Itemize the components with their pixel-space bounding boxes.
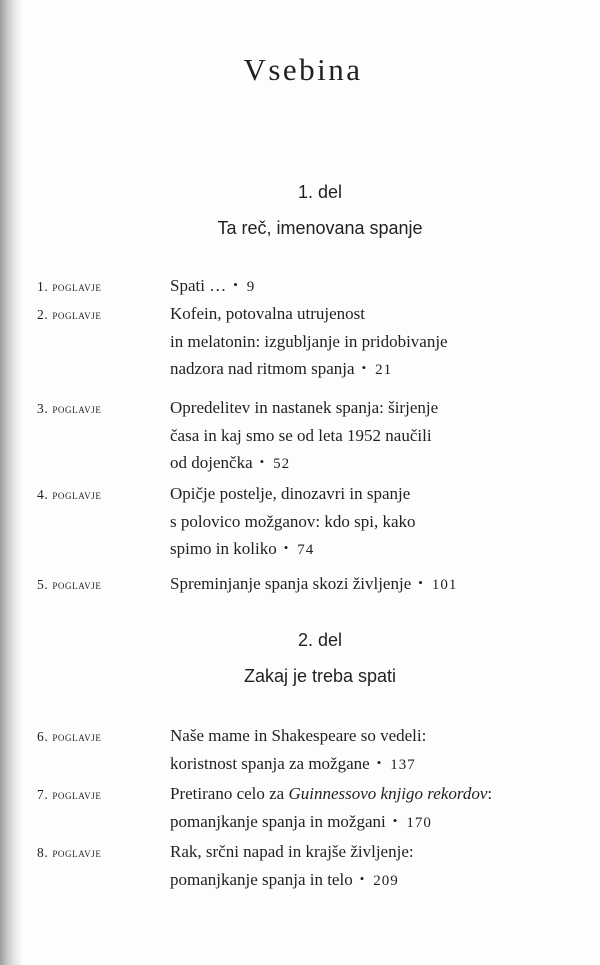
chapter-title: Naše mame in Shakespeare so vedeli: koristnost spanja za možgane • 137 xyxy=(170,726,427,773)
chapter-title: Pretirano celo za Guinnessovo knjigo rekordov: pomanjkanje spanja in možgani • 170 xyxy=(170,784,493,831)
bullet-separator: • xyxy=(259,454,265,469)
page-number: 209 xyxy=(373,872,399,889)
chapter-label: 3. poglavje xyxy=(37,401,102,416)
bullet-separator: • xyxy=(283,540,289,555)
part-number: 2. del xyxy=(297,630,343,650)
page-number: 9 xyxy=(246,279,256,295)
bullet-separator: • xyxy=(233,277,238,292)
chapter-label: 6. poglavje xyxy=(37,729,102,744)
part-name: Zakaj je treba spati xyxy=(243,666,397,686)
part-number: 1. del xyxy=(297,182,343,202)
part-heading-1 xyxy=(0,180,600,240)
page-number: 137 xyxy=(390,756,416,773)
page-number: 170 xyxy=(406,814,432,831)
book-title-italic: Guinnessovo knjigo rekordov xyxy=(288,784,488,803)
chapter-title: Opredelitev in nastanek spanja: širjenje časa in kaj smo se od leta 1952 naučili od dojenčka • 52 xyxy=(170,398,439,472)
page-title: Vsebina xyxy=(243,52,363,87)
chapter-title: Rak, srčni napad in krajše življenje: pomanjkanje spanja in telo • 209 xyxy=(170,842,414,889)
bullet-separator: • xyxy=(376,754,382,770)
chapter-label: 2. poglavje xyxy=(37,307,102,322)
book-spine-shadow xyxy=(0,0,22,965)
chapter-label: 7. poglavje xyxy=(37,787,102,802)
part-heading-2 xyxy=(0,628,600,688)
page-number: 52 xyxy=(273,456,291,472)
bullet-separator: • xyxy=(359,870,365,886)
chapter-title: Opičje postelje, dinozavri in spanje s polovico možganov: kdo spi, kako spimo in koliko • 74 xyxy=(170,484,416,558)
chapter-label: 1. poglavje xyxy=(37,279,102,294)
bullet-separator: • xyxy=(418,575,423,590)
page-number: 74 xyxy=(297,542,315,558)
chapter-label: 5. poglavje xyxy=(37,577,102,592)
part-name: Ta reč, imenovana spanje xyxy=(217,218,423,238)
page-number: 101 xyxy=(431,577,458,593)
bullet-separator: • xyxy=(361,360,367,375)
page-number: 21 xyxy=(375,362,393,378)
bullet-separator: • xyxy=(392,812,398,828)
chapter-label: 4. poglavje xyxy=(37,487,102,502)
chapter-label: 8. poglavje xyxy=(37,845,102,860)
chapter-title: Spreminjanje spanja skozi življenje • 101 xyxy=(170,574,458,593)
chapter-title: Spati … • 9 xyxy=(170,276,256,295)
chapter-title: Kofein, potovalna utrujenost in melatonin: izgubljanje in pridobivanje nadzora nad ritmom spanja • 21 xyxy=(170,304,448,378)
